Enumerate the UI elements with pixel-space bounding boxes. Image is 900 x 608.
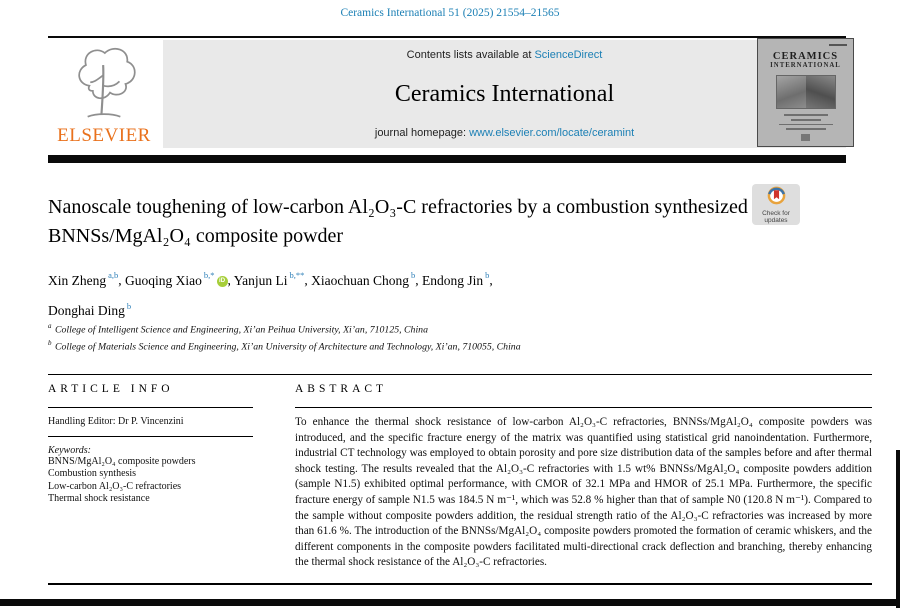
elsevier-logo	[48, 41, 160, 155]
author-affiliation-marker: b	[485, 270, 490, 280]
top-rule	[48, 36, 846, 38]
homepage-line	[375, 127, 634, 139]
author-name: Xin Zheng $^{a,b}$	[48, 270, 119, 288]
cover-image	[776, 75, 836, 109]
cover-publisher-mark	[801, 134, 810, 141]
author-name: Xiaochuan Chong $^b$	[311, 270, 416, 288]
sciencedirect-link[interactable]: ScienceDirect	[534, 49, 603, 61]
cover-title-line2: INTERNATIONAL	[770, 62, 841, 69]
author-affiliation-marker: a,b	[108, 270, 119, 280]
cover-title-line1: CERAMICS	[772, 51, 839, 62]
check-updates-label: Check for updates	[762, 210, 790, 224]
elsevier-wordmark: ELSEVIER	[57, 125, 151, 146]
cover-text-bar	[779, 124, 833, 126]
author-affiliation-marker: b,**	[289, 270, 305, 280]
author-name: Donghai Ding $^b$	[48, 300, 132, 318]
author-affiliation-marker: b	[126, 300, 132, 311]
author-affiliation-marker: b,*	[203, 270, 215, 280]
keywords-label: Keywords:	[48, 445, 91, 456]
contents-prefix: Contents lists available at	[406, 49, 535, 61]
abstract-text: To enhance the thermal shock resistance of low-carbon Al₂O₃-C refractories, BNNSs/MgAl₂O₄ composite powders was introduced, and the specific fracture energy of the matrix was quantified using statistical grid nanoindentation. Furthermore, industrial CT technology was employed to obtain porosity and pore size distribution data of the samples before and after thermal shock testing. The results revealed that the Al₂O₃-C refractories with 1.5 wt% BNNSs/MgAl₂O₄ composite powders addition (sample N1.5) exhibited optimal performance, with CMOR of 32.1 MPa and HMOR of 25.1 MPa. Furthermore, the specific fracture energy of sample N1.5 was 184.5 N m⁻¹, which was 52.8 % higher than that of sample N0 (120.8 N m⁻¹). Compared to the sample without composite powders addition, the residual strength ratio of the Al₂O₃-C refractories was increased by more than 61.6 %. The introduction of the BNNSs/MgAl₂O₄ composite powders promoted the formation of ceramic whiskers, and the different components in the composite powders facilitated multi-directional crack deflection and branching, thereby enhancing the thermal shock resistance of the Al₂O₃-C refractories.	[295, 416, 872, 569]
page-right-edge-bar	[896, 450, 900, 608]
author-name: Guoqing Xiao $^{b,*}$	[125, 270, 215, 288]
section-top-rule	[48, 374, 872, 375]
elsevier-tree-icon	[61, 41, 147, 127]
affiliation: $^a$ College of Intelligent Science and Engineering, Xi’an Peihua University, Xi’an, 710125, China	[48, 322, 428, 336]
keyword: Combustion synthesis	[48, 468, 137, 480]
article-info-heading: ARTICLE INFO	[48, 383, 174, 395]
keyword: Thermal shock resistance	[48, 492, 150, 504]
homepage-prefix: journal homepage:	[374, 127, 470, 139]
check-for-updates-badge[interactable]	[752, 184, 800, 225]
author-name: Yanjun Li $^{b,**}$	[233, 270, 305, 288]
header-divider-bar	[48, 155, 846, 163]
page-bottom-bar	[0, 599, 900, 606]
abstract-heading: ABSTRACT	[295, 383, 388, 395]
keyword: Low-carbon Al₂O₃-C refractories	[48, 480, 182, 492]
journal-title: Ceramics International	[394, 80, 615, 107]
handling-editor: Handling Editor: Dr P. Vincenzini	[48, 416, 184, 427]
abstract-section	[295, 383, 872, 571]
cover-text-bar	[786, 128, 826, 130]
article-info-rule-2	[48, 436, 253, 437]
citation-line: Ceramics International 51 (2025) 21554–21565	[340, 7, 560, 19]
abstract-rule	[295, 407, 872, 408]
section-bottom-rule	[48, 583, 872, 585]
author-affiliation-marker: b	[411, 270, 416, 280]
journal-cover-thumbnail	[757, 38, 854, 147]
author-list: Xin Zheng $^{a,b}$, Guoqing Xiao $^{b,*}$iD , Yanjun Li $^{b,**}$, Xiaochuan Chong $^b$, Endong Jin $^b$, Donghai Ding $^b$	[48, 270, 493, 318]
cover-text-bar	[784, 114, 828, 116]
homepage-link[interactable]: www.elsevier.com/locate/ceramint	[469, 127, 635, 139]
check-updates-icon	[767, 186, 786, 205]
orcid-icon[interactable]: iD	[217, 276, 228, 287]
affiliation: $^b$ College of Materials Science and Engineering, Xi’an University of Architecture and Technology, Xi’an, 710055, China	[48, 338, 521, 353]
author-name: Endong Jin $^b$	[422, 270, 490, 288]
journal-masthead	[163, 40, 846, 148]
keyword: BNNS/MgAl₂O₄ composite powders	[48, 456, 196, 467]
keyword-list	[48, 456, 253, 505]
article-title: Nanoscale toughening of low-carbon Al₂O₃-C refractories by a combustion synthesized BNNSs/MgAl₂O₄ composite powder	[48, 196, 748, 247]
cover-text-bar	[791, 119, 821, 121]
cover-issn-line	[829, 44, 847, 46]
affiliation-list	[48, 320, 748, 354]
article-info-section	[48, 383, 253, 505]
contents-line	[407, 49, 603, 61]
